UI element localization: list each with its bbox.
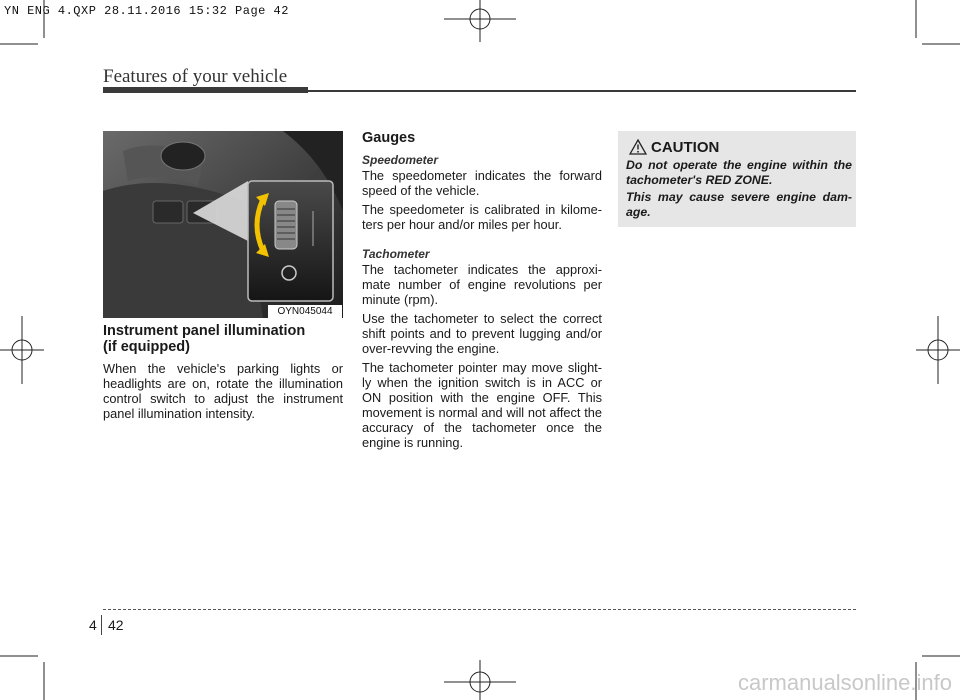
illumination-heading: [103, 323, 343, 355]
footer-divider: [101, 615, 102, 635]
illumination-text: When the vehicle's parking lights or headlights are on, rotate the illumination control switch to adjust the instrument panel illumination intensity.: [103, 361, 343, 421]
caution-line-2: This may cause severe engine dam-age.: [626, 190, 852, 219]
caution-line-1: Do not operate the engine within the tachometer's RED ZONE.: [626, 158, 852, 187]
header-rule: [308, 90, 856, 92]
illumination-heading-line2: (if equipped): [103, 339, 190, 355]
figure-code: OYN045044: [268, 305, 342, 318]
gauges-column: [362, 130, 602, 454]
caution-text: [626, 158, 852, 219]
warning-triangle-icon: [629, 139, 647, 155]
header-bar: [103, 87, 308, 93]
caution-title: CAUTION: [651, 139, 720, 156]
section-title: Features of your vehicle: [103, 66, 288, 87]
left-column: [103, 323, 343, 425]
illumination-switch-photo: [103, 131, 343, 318]
caution-box: [618, 131, 856, 227]
tachometer-text-3: The tachometer pointer may move slight-ly when the ignition switch is in ACC or ON position with the engine OFF. This movement is normal and will not affect the accuracy of the tachometer once the engine is running.: [362, 360, 602, 450]
tachometer-text-1: The tachometer indicates the approxi-mate number of engine revolutions per minute (rpm).: [362, 262, 602, 307]
tachometer-text-2: Use the tachometer to select the correct shift points and to prevent lugging and/or over-revving the engine.: [362, 311, 602, 356]
print-slug: YN ENG 4.QXP 28.11.2016 15:32 Page 42: [4, 4, 289, 18]
dashboard-illustration: [103, 131, 343, 318]
speedometer-text-1: The speedometer indicates the forward speed of the vehicle.: [362, 168, 602, 198]
chapter-number: 4: [89, 617, 97, 633]
illumination-heading-line1: Instrument panel illumination: [103, 323, 306, 339]
gauges-heading: Gauges: [362, 130, 416, 146]
page-number: 42: [108, 617, 124, 633]
footer-dashed-line: [103, 609, 856, 610]
speedometer-text-2: The speedometer is calibrated in kilome-ters per hour and/or miles per hour.: [362, 202, 602, 232]
speedometer-subheading: Speedometer: [362, 153, 439, 167]
tachometer-subheading: Tachometer: [362, 247, 430, 261]
watermark: carmanualsonline.info: [737, 670, 952, 695]
